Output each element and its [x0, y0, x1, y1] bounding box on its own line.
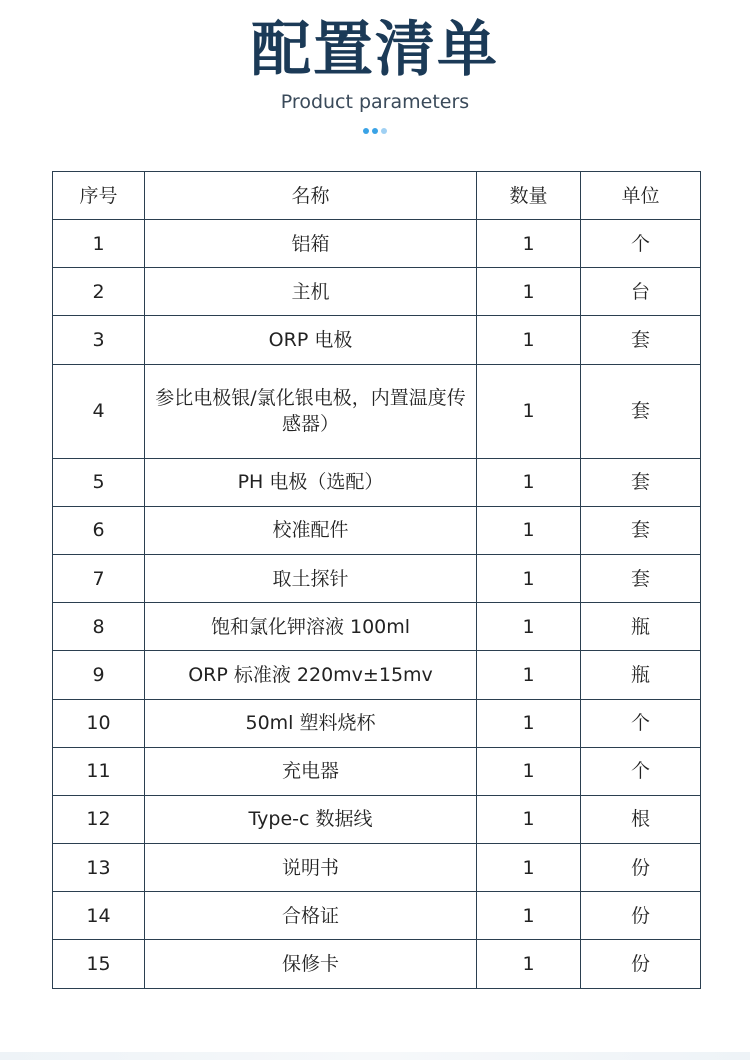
cell-name: ORP 电极: [145, 316, 477, 364]
cell-unit: 份: [581, 844, 701, 892]
dot-icon: [381, 128, 387, 134]
cell-index: 4: [53, 364, 145, 458]
dot-icon: [363, 128, 369, 134]
cell-quantity: 1: [477, 603, 581, 651]
cell-quantity: 1: [477, 747, 581, 795]
cell-quantity: 1: [477, 940, 581, 988]
cell-quantity: 1: [477, 554, 581, 602]
table-row: [53, 220, 701, 268]
dot-icon: [372, 128, 378, 134]
cell-quantity: 1: [477, 506, 581, 554]
column-header-index: 序号: [53, 172, 145, 220]
cell-name: 取土探针: [145, 554, 477, 602]
bottom-band: [0, 1052, 750, 1060]
table-row: [53, 844, 701, 892]
cell-name: 说明书: [145, 844, 477, 892]
cell-unit: 套: [581, 316, 701, 364]
cell-index: 13: [53, 844, 145, 892]
column-header-name: 名称: [145, 172, 477, 220]
cell-quantity: 1: [477, 268, 581, 316]
table-row: [53, 795, 701, 843]
cell-index: 15: [53, 940, 145, 988]
table-row: [53, 747, 701, 795]
cell-quantity: 1: [477, 844, 581, 892]
cell-name: PH 电极（选配）: [145, 458, 477, 506]
cell-unit: 个: [581, 699, 701, 747]
table-row: [53, 458, 701, 506]
cell-quantity: 1: [477, 795, 581, 843]
cell-unit: 瓶: [581, 603, 701, 651]
table-row: [53, 506, 701, 554]
cell-name: 50ml 塑料烧杯: [145, 699, 477, 747]
cell-index: 5: [53, 458, 145, 506]
table-header-row: [53, 172, 701, 220]
cell-quantity: 1: [477, 699, 581, 747]
cell-index: 10: [53, 699, 145, 747]
decorative-dots: [0, 128, 750, 134]
column-header-quantity: 数量: [477, 172, 581, 220]
cell-name: 主机: [145, 268, 477, 316]
cell-name: 合格证: [145, 892, 477, 940]
cell-quantity: 1: [477, 220, 581, 268]
cell-index: 1: [53, 220, 145, 268]
cell-quantity: 1: [477, 892, 581, 940]
cell-name: 校准配件: [145, 506, 477, 554]
cell-index: 11: [53, 747, 145, 795]
cell-index: 8: [53, 603, 145, 651]
cell-unit: 份: [581, 892, 701, 940]
page-subtitle: Product parameters: [280, 91, 470, 113]
table-row: [53, 268, 701, 316]
cell-quantity: 1: [477, 458, 581, 506]
cell-unit: 套: [581, 458, 701, 506]
cell-unit: 套: [581, 554, 701, 602]
table-row: [53, 316, 701, 364]
column-header-unit: 单位: [581, 172, 701, 220]
table-row: [53, 554, 701, 602]
cell-unit: 套: [581, 364, 701, 458]
cell-index: 12: [53, 795, 145, 843]
cell-quantity: 1: [477, 651, 581, 699]
table-row: [53, 651, 701, 699]
cell-unit: 瓶: [581, 651, 701, 699]
table-row: [53, 940, 701, 988]
cell-unit: 个: [581, 747, 701, 795]
cell-index: 2: [53, 268, 145, 316]
cell-name: 饱和氯化钾溶液 100ml: [145, 603, 477, 651]
cell-name: 铝箱: [145, 220, 477, 268]
table-row: [53, 699, 701, 747]
cell-unit: 个: [581, 220, 701, 268]
cell-index: 6: [53, 506, 145, 554]
cell-index: 7: [53, 554, 145, 602]
page-title: 配置清单: [251, 15, 499, 85]
cell-unit: 份: [581, 940, 701, 988]
parameters-table: [52, 171, 701, 989]
cell-name: ORP 标准液 220mv±15mv: [145, 651, 477, 699]
cell-index: 3: [53, 316, 145, 364]
cell-unit: 台: [581, 268, 701, 316]
cell-name: 保修卡: [145, 940, 477, 988]
cell-unit: 根: [581, 795, 701, 843]
cell-index: 9: [53, 651, 145, 699]
cell-unit: 套: [581, 506, 701, 554]
cell-index: 14: [53, 892, 145, 940]
table-row: [53, 364, 701, 458]
cell-name: 参比电极银/氯化银电极，内置温度传感器）: [145, 364, 477, 458]
cell-name: Type-c 数据线: [145, 795, 477, 843]
cell-quantity: 1: [477, 316, 581, 364]
cell-quantity: 1: [477, 364, 581, 458]
table-row: [53, 603, 701, 651]
table-row: [53, 892, 701, 940]
cell-name: 充电器: [145, 747, 477, 795]
